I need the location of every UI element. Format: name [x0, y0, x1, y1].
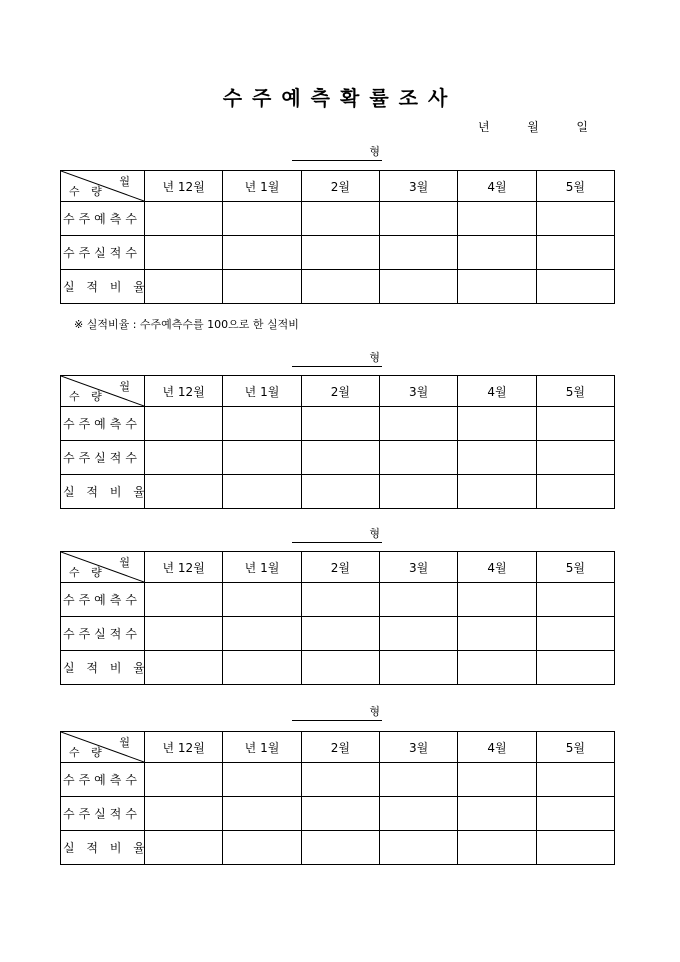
data-cell[interactable] [145, 236, 223, 270]
data-cell[interactable] [301, 441, 379, 475]
month-header: 5월 [536, 732, 614, 763]
data-cell[interactable] [379, 617, 457, 651]
data-cell[interactable] [379, 763, 457, 797]
data-cell[interactable] [379, 270, 457, 304]
forecast-table-4 [60, 731, 615, 865]
data-cell[interactable] [223, 202, 301, 236]
month-axis-label: 월 [119, 736, 130, 749]
data-cell[interactable] [458, 236, 536, 270]
data-cell[interactable] [301, 270, 379, 304]
data-cell[interactable] [223, 407, 301, 441]
data-cell[interactable] [223, 651, 301, 685]
data-cell[interactable] [301, 407, 379, 441]
data-cell[interactable] [145, 441, 223, 475]
row-label: 수주실적수 [61, 441, 145, 475]
table-row [61, 407, 615, 441]
table-row [61, 202, 615, 236]
forecast-table-2 [60, 375, 615, 509]
quantity-axis-label: 수 량 [69, 390, 106, 403]
data-cell[interactable] [223, 270, 301, 304]
data-cell[interactable] [458, 797, 536, 831]
model-suffix: 형 [369, 527, 380, 540]
data-cell[interactable] [536, 831, 614, 865]
forecast-table-3 [60, 551, 615, 685]
row-label: 수주실적수 [61, 236, 145, 270]
model-line-3[interactable] [292, 528, 382, 543]
data-cell[interactable] [145, 202, 223, 236]
data-cell[interactable] [458, 583, 536, 617]
page-title: 수주예측확률조사 [222, 86, 458, 110]
data-cell[interactable] [536, 763, 614, 797]
table-row [61, 617, 615, 651]
month-header: 3월 [379, 171, 457, 202]
month-header: 4월 [458, 552, 536, 583]
month-axis-label: 월 [119, 556, 130, 569]
data-cell[interactable] [145, 475, 223, 509]
month-header: 년 1월 [223, 732, 301, 763]
data-cell[interactable] [536, 651, 614, 685]
data-cell[interactable] [536, 270, 614, 304]
row-label: 실 적 비 율 [61, 270, 145, 304]
data-cell[interactable] [458, 270, 536, 304]
data-cell[interactable] [145, 763, 223, 797]
corner-header [61, 732, 145, 763]
data-cell[interactable] [301, 763, 379, 797]
month-header: 5월 [536, 552, 614, 583]
data-cell[interactable] [458, 617, 536, 651]
data-cell[interactable] [536, 617, 614, 651]
table-row [61, 763, 615, 797]
table-row [61, 441, 615, 475]
month-header: 2월 [301, 376, 379, 407]
month-header: 3월 [379, 552, 457, 583]
data-cell[interactable] [458, 831, 536, 865]
month-header: 년 1월 [223, 552, 301, 583]
model-suffix: 형 [369, 351, 380, 364]
model-suffix: 형 [369, 145, 380, 158]
model-suffix: 형 [369, 705, 380, 718]
data-cell[interactable] [379, 202, 457, 236]
data-cell[interactable] [223, 763, 301, 797]
data-cell[interactable] [301, 797, 379, 831]
year-label: 년 [478, 120, 490, 134]
data-cell[interactable] [223, 797, 301, 831]
date-line [478, 118, 588, 135]
data-cell[interactable] [379, 441, 457, 475]
data-cell[interactable] [379, 831, 457, 865]
data-cell[interactable] [379, 407, 457, 441]
data-cell[interactable] [536, 202, 614, 236]
row-label: 수주예측수 [61, 202, 145, 236]
data-cell[interactable] [301, 475, 379, 509]
data-cell[interactable] [536, 583, 614, 617]
data-cell[interactable] [145, 270, 223, 304]
month-axis-label: 월 [119, 175, 130, 188]
data-cell[interactable] [458, 475, 536, 509]
month-header: 년 12월 [145, 376, 223, 407]
data-cell[interactable] [458, 441, 536, 475]
data-cell[interactable] [145, 797, 223, 831]
data-cell[interactable] [379, 475, 457, 509]
data-cell[interactable] [458, 763, 536, 797]
table-row [61, 831, 615, 865]
footnote: ※ 실적비율 : 수주예측수를 100으로 한 실적비 [74, 318, 299, 331]
data-cell[interactable] [379, 797, 457, 831]
table-row [61, 797, 615, 831]
data-cell[interactable] [145, 651, 223, 685]
data-cell[interactable] [301, 831, 379, 865]
month-label: 월 [527, 120, 539, 134]
data-cell[interactable] [536, 797, 614, 831]
month-header: 5월 [536, 171, 614, 202]
data-cell[interactable] [301, 236, 379, 270]
data-cell[interactable] [536, 236, 614, 270]
data-cell[interactable] [145, 617, 223, 651]
data-cell[interactable] [301, 583, 379, 617]
data-cell[interactable] [536, 475, 614, 509]
table-row [61, 475, 615, 509]
quantity-axis-label: 수 량 [69, 185, 106, 198]
month-header: 4월 [458, 732, 536, 763]
table-row [61, 270, 615, 304]
corner-header [61, 171, 145, 202]
data-cell[interactable] [145, 831, 223, 865]
month-header: 5월 [536, 376, 614, 407]
month-header: 년 12월 [145, 171, 223, 202]
data-cell[interactable] [223, 236, 301, 270]
data-cell[interactable] [458, 651, 536, 685]
row-label: 수주실적수 [61, 617, 145, 651]
data-cell[interactable] [145, 583, 223, 617]
data-cell[interactable] [223, 831, 301, 865]
data-cell[interactable] [536, 407, 614, 441]
month-header: 3월 [379, 376, 457, 407]
data-cell[interactable] [458, 407, 536, 441]
row-label: 수주예측수 [61, 583, 145, 617]
model-line-4[interactable] [292, 706, 382, 721]
data-cell[interactable] [301, 651, 379, 685]
table-row [61, 651, 615, 685]
month-header: 년 1월 [223, 376, 301, 407]
row-label: 수주실적수 [61, 797, 145, 831]
data-cell[interactable] [379, 583, 457, 617]
data-cell[interactable] [223, 583, 301, 617]
month-header: 년 1월 [223, 171, 301, 202]
model-line-1[interactable] [292, 146, 382, 161]
row-label: 수주예측수 [61, 763, 145, 797]
data-cell[interactable] [145, 407, 223, 441]
day-label: 일 [576, 120, 588, 134]
month-header: 년 12월 [145, 552, 223, 583]
data-cell[interactable] [301, 617, 379, 651]
month-header: 3월 [379, 732, 457, 763]
month-header: 2월 [301, 552, 379, 583]
row-label: 실 적 비 율 [61, 475, 145, 509]
month-header: 4월 [458, 376, 536, 407]
month-axis-label: 월 [119, 380, 130, 393]
table-row [61, 583, 615, 617]
month-header: 2월 [301, 171, 379, 202]
data-cell[interactable] [223, 617, 301, 651]
quantity-axis-label: 수 량 [69, 746, 106, 759]
corner-header [61, 376, 145, 407]
row-label: 실 적 비 율 [61, 831, 145, 865]
corner-header [61, 552, 145, 583]
row-label: 수주예측수 [61, 407, 145, 441]
data-cell[interactable] [458, 202, 536, 236]
data-cell[interactable] [223, 475, 301, 509]
data-cell[interactable] [379, 236, 457, 270]
month-header: 년 12월 [145, 732, 223, 763]
data-cell[interactable] [223, 441, 301, 475]
data-cell[interactable] [301, 202, 379, 236]
model-line-2[interactable] [292, 352, 382, 367]
quantity-axis-label: 수 량 [69, 566, 106, 579]
row-label: 실 적 비 율 [61, 651, 145, 685]
data-cell[interactable] [536, 441, 614, 475]
month-header: 2월 [301, 732, 379, 763]
table-row [61, 236, 615, 270]
forecast-table-1 [60, 170, 615, 304]
data-cell[interactable] [379, 651, 457, 685]
month-header: 4월 [458, 171, 536, 202]
